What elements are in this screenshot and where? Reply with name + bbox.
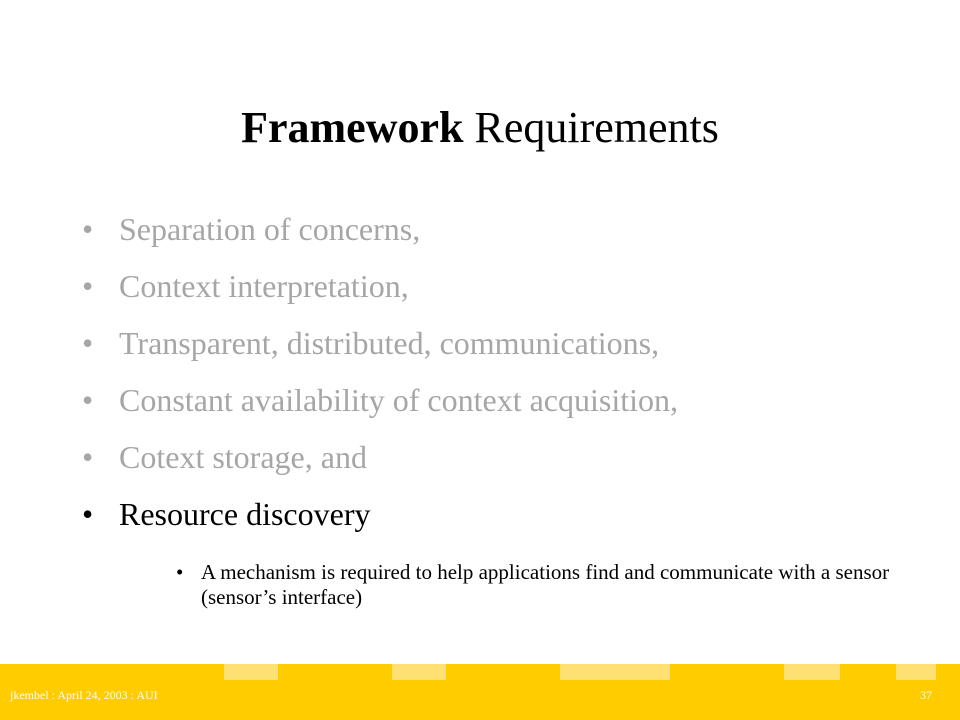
bullet-item — [82, 324, 942, 381]
bullet-text: Separation of concerns, — [119, 211, 421, 247]
bullet-dot: • — [82, 211, 94, 247]
bullet-list — [82, 210, 942, 552]
footer-stripe — [896, 664, 936, 680]
sub-bullet — [176, 560, 901, 610]
bullet-item-active — [82, 495, 942, 552]
bullet-item — [82, 438, 942, 495]
bullet-text: Cotext storage, and — [119, 439, 367, 475]
bullet-dot: • — [82, 268, 94, 304]
bullet-text: Context interpretation, — [119, 268, 409, 304]
bullet-text: Resource discovery — [119, 496, 371, 532]
bullet-dot: • — [82, 496, 94, 532]
footer-stripe — [560, 664, 670, 680]
bullet-item — [82, 267, 942, 324]
slide-title-bold: Framework — [241, 103, 464, 152]
bullet-item — [82, 210, 942, 267]
bullet-dot: • — [82, 439, 94, 475]
bullet-text: Constant availability of context acquisition, — [119, 382, 678, 418]
slide-title-rest: Requirements — [463, 103, 719, 152]
footer-stripe — [224, 664, 278, 680]
footer-stripe — [784, 664, 840, 680]
bullet-text: Transparent, distributed, communications, — [119, 325, 660, 361]
sub-bullet-dot: • — [176, 560, 184, 584]
footer-author-date: jkembel : April 24, 2003 : AUI — [10, 688, 158, 702]
bullet-dot: • — [82, 382, 94, 418]
bullet-dot: • — [82, 325, 94, 361]
page-number: 37 — [920, 688, 932, 702]
sub-bullet-text: A mechanism is required to help applications find and communicate with a sensor (sensor’s interface) — [201, 560, 890, 609]
bullet-item — [82, 381, 942, 438]
footer-stripe — [392, 664, 446, 680]
slide-title — [0, 98, 960, 158]
